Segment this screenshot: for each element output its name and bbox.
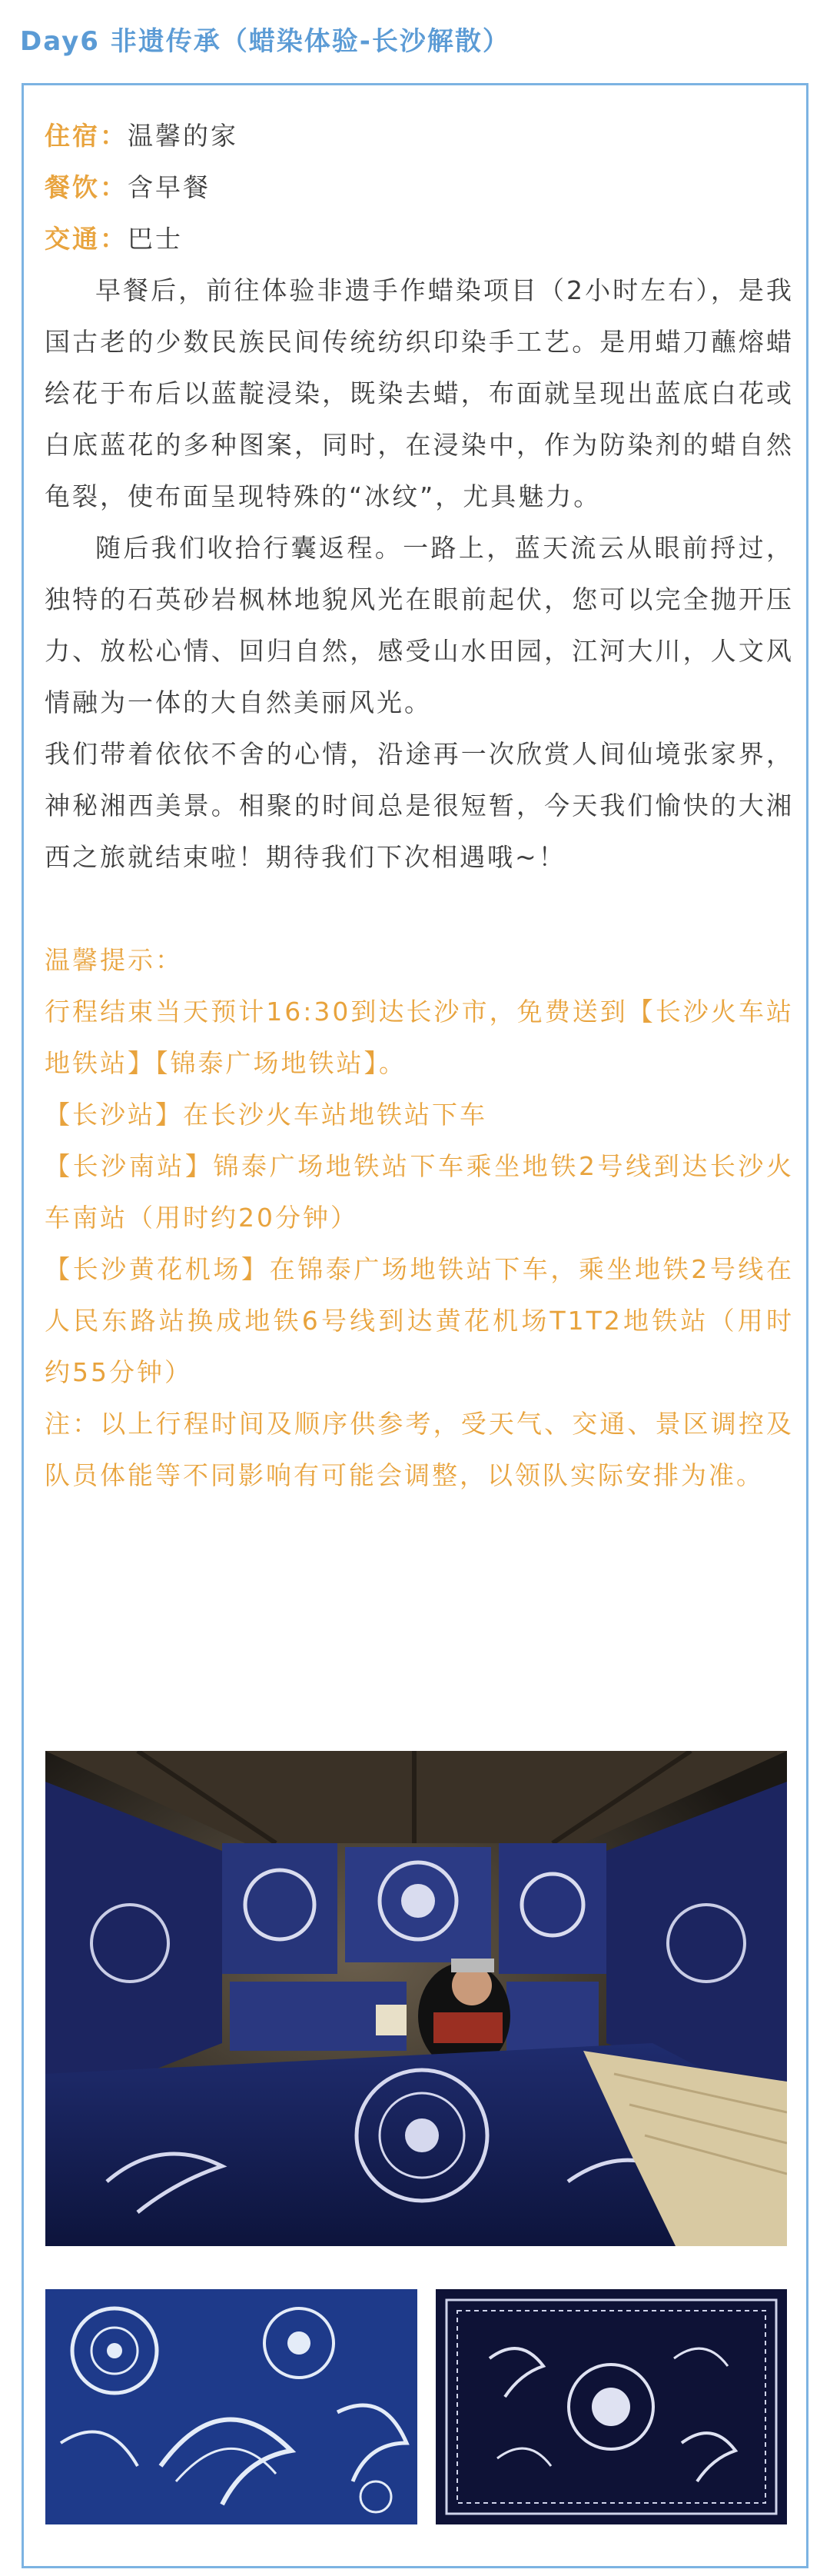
meta-lodging-label: 住宿： bbox=[45, 121, 128, 151]
batik-pattern-photo-left bbox=[45, 2289, 417, 2524]
meta-meals-label: 餐饮： bbox=[45, 172, 128, 202]
itinerary-content bbox=[24, 110, 811, 1501]
batik-workshop-image bbox=[45, 1751, 787, 2246]
meta-transport-value: 巴士 bbox=[128, 224, 183, 254]
meta-transport-label: 交通： bbox=[45, 224, 128, 254]
tip-arrival: 行程结束当天预计16:30到达长沙市，免费送到【长沙火车站地铁站】【锦泰广场地铁站】。 bbox=[45, 997, 794, 1078]
day-title: Day6 非遗传承（蜡染体验-长沙解散） bbox=[20, 26, 510, 57]
meta-meals bbox=[45, 161, 811, 213]
tip-note: 注：以上行程时间及顺序供参考，受天气、交通、景区调控及队员体能等不同影响有可能会调整，以领队实际安排为准。 bbox=[45, 1409, 794, 1490]
paragraph-return: 随后我们收拾行囊返程。一路上，蓝天流云从眼前捋过，独特的石英砂岩枫林地貌风光在眼前起伏，您可以完全抛开压力、放松心情、回归自然，感受山水田园，江河大川，人文风情融为一体的大自然美丽风光。 bbox=[45, 533, 794, 717]
meta-lodging-value: 温馨的家 bbox=[128, 121, 238, 151]
tip-changsha-station: 【长沙站】在长沙火车站地铁站下车 bbox=[45, 1100, 487, 1130]
batik-phoenix-image bbox=[45, 2289, 417, 2524]
tips-heading: 温馨提示： bbox=[45, 945, 183, 975]
tip-airport: 【长沙黄花机场】在锦泰广场地铁站下车，乘坐地铁2号线在人民东路站换成地铁6号线到达黄花机场T1T2地铁站（用时约55分钟） bbox=[45, 1254, 794, 1387]
paragraph-batik: 早餐后，前往体验非遗手作蜡染项目（2小时左右），是我国古老的少数民族民间传统纺织印染手工艺。是用蜡刀蘸熔蜡绘花于布后以蓝靛浸染，既染去蜡，布面就呈现出蓝底白花或白底蓝花的多种图案，同时，在浸染中，作为防染剂的蜡自然龟裂，使布面呈现特殊的“冰纹”，尤具魅力。 bbox=[45, 275, 794, 511]
meta-transport bbox=[45, 213, 811, 265]
batik-pattern-photo-right bbox=[436, 2289, 787, 2524]
batik-workshop-photo bbox=[45, 1751, 787, 2246]
paragraph-farewell: 我们带着依依不舍的心情，沿途再一次欣赏人间仙境张家界，神秘湘西美景。相聚的时间总是很短暂，今天我们愉快的大湘西之旅就结束啦！期待我们下次相遇哦~！ bbox=[45, 739, 794, 872]
itinerary-card bbox=[22, 83, 808, 2568]
batik-panel-image bbox=[436, 2289, 787, 2524]
spacer bbox=[24, 883, 811, 934]
meta-lodging bbox=[45, 110, 811, 161]
meta-meals-value: 含早餐 bbox=[128, 172, 211, 202]
tip-changsha-south: 【长沙南站】锦泰广场地铁站下车乘坐地铁2号线到达长沙火车南站（用时约20分钟） bbox=[45, 1151, 794, 1233]
